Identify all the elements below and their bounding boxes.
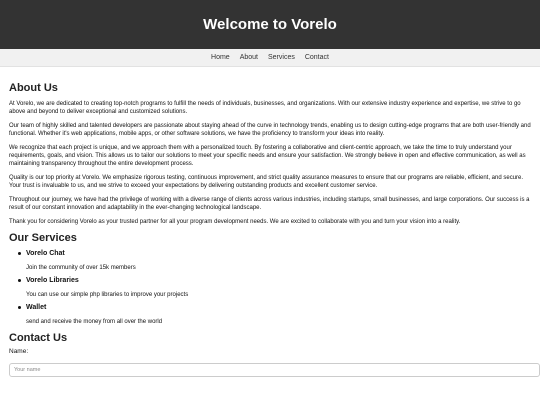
main-nav <box>0 49 540 67</box>
about-paragraph: Thank you for considering Vorelo as your trusted partner for all your program development needs. We are excited to collaborate with you and turn your vision into a reality. <box>9 219 461 225</box>
service-item <box>18 304 531 325</box>
contact-section <box>9 332 531 377</box>
about-paragraph: We recognize that each project is unique, and we approach them with a personalized touch. By fostering a collaborative and client-centric approach, we take the time to truly understand your requirements, goals, and vision. This allows us to tailor our solutions to meet your specific needs and ensure your satisfaction. We strongly believe in open and effective communication, as well as maintaining transparency throughout the entire development process. <box>9 145 526 167</box>
bullet-icon <box>18 279 21 282</box>
service-item <box>18 250 531 271</box>
name-input[interactable] <box>9 363 540 377</box>
site-header <box>0 0 540 49</box>
about-paragraph: Quality is our top priority at Vorelo. We emphasize rigorous testing, continuous improvement, and strict quality assurance measures to ensure that our programs are reliable, efficient, and secure. Your trust is invaluable to us, and we strive to exceed your expectations by delivering outstanding products and excellent customer service. <box>9 175 524 189</box>
service-description: Join the community of over 15k members <box>26 265 136 271</box>
about-paragraph: Throughout our journey, we have had the privilege of working with a diverse range of clients across various industries, including startups, small businesses, and large corporations. Our success is a result of our constant innovation and adaptability in the ever-changing technological landscape. <box>9 197 530 211</box>
services-list <box>9 250 531 325</box>
service-description: You can use our simple php libraries to improve your projects <box>26 292 189 298</box>
service-name: Wallet <box>26 304 47 311</box>
service-name: Vorelo Libraries <box>26 277 79 284</box>
services-title: Our Services <box>9 232 77 244</box>
nav-link-home[interactable]: Home <box>211 54 230 61</box>
about-title: About Us <box>9 82 58 94</box>
nav-link-about[interactable]: About <box>239 54 258 61</box>
service-item <box>18 277 531 298</box>
services-section <box>9 232 531 325</box>
main-content <box>0 82 540 377</box>
contact-title: Contact Us <box>9 332 68 344</box>
bullet-icon <box>18 252 21 255</box>
service-name: Vorelo Chat <box>26 250 65 257</box>
nav-link-services[interactable]: Services <box>268 54 295 61</box>
site-title: Welcome to Vorelo <box>203 16 337 33</box>
bullet-icon <box>18 306 21 309</box>
service-description: send and receive the money from all over the world <box>26 319 163 325</box>
about-paragraph: Our team of highly skilled and talented developers are passionate about staying ahead of the curve in technology trends, enabling us to design cutting-edge programs that are both user-friendly and functional. Whether it's web applications, mobile apps, or other software solutions, we have the proficiency to transform your ideas into reality. <box>9 123 531 137</box>
about-paragraph: At Vorelo, we are dedicated to creating top-notch programs to fulfill the needs of individuals, businesses, and organizations. With our extensive industry experience and expertise, we strive to go above and beyond to deliver exceptional and customized solutions. <box>9 101 521 115</box>
about-section <box>9 82 531 226</box>
name-label: Name: <box>9 348 29 355</box>
nav-link-contact[interactable]: Contact <box>304 54 329 61</box>
